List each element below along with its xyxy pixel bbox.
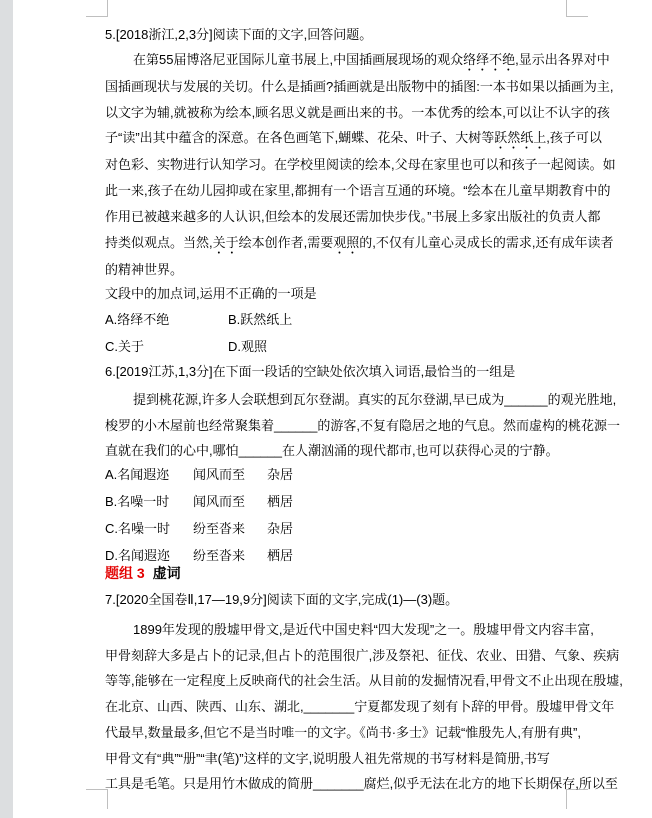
passage-text: 的,不仅有儿童心灵成长的需求,还有成年读者 <box>359 234 614 250</box>
passage-line: 梭罗的小木屋前也经常聚集着______的游客,不复有隐居之地的气息。然而虚构的桃花源一 <box>105 417 620 433</box>
option-label: B.名噪一时 <box>105 494 170 509</box>
passage-line: 以文字为辅,就被称为绘本,顾名思义就是画出来的书。一本优秀的绘本,可以让不认字的孩 <box>105 104 610 120</box>
option-label: D.名闻遐迩 <box>105 548 171 563</box>
topic-group-title: 虚词 <box>152 565 181 581</box>
question-5-options-row-2 <box>105 334 583 360</box>
option-word: 闻风而至 <box>193 494 246 509</box>
passage-line <box>105 47 610 74</box>
passage-line: 的精神世界。 <box>105 261 184 277</box>
option-word: 纷至沓来 <box>193 521 246 536</box>
option-word: 栖居 <box>267 548 294 563</box>
passage-line: 在北京、山西、陕西、山东、湖北,_______宁夏都发现了刻有卜辞的甲骨。殷墟甲骨文年 <box>105 699 615 715</box>
option-word: 栖居 <box>267 494 294 509</box>
passage-line: 对色彩、实物进行认知学习。在学校里阅读的绘本,父母在家里也可以和孩子一起阅读。如 <box>105 157 616 173</box>
passage-text: ,孩子可以 <box>546 130 602 146</box>
emphasized-word: 络绎不绝 <box>463 52 516 67</box>
option-label: C.名噪一时 <box>105 521 171 536</box>
passage-line: 作用已被越来越多的人认识,但绘本的发展还需加快步伐。”书展上多家出版社的负责人都 <box>105 208 601 224</box>
option-word: 纷至沓来 <box>193 548 246 563</box>
passage-text: 子“读”出其中蕴含的深意。在各色画笔下,蝴蝶、花朵、叶子、大树等 <box>105 130 495 146</box>
passage-text: 持类似观点。当然, <box>105 234 213 250</box>
question-6-option-b <box>105 489 583 515</box>
text-boundary-mark-top-right <box>566 0 588 17</box>
page-left-gutter <box>0 0 13 818</box>
passage-line: 国插画现状与发展的关切。什么是插画?插画就是出版物中的插图:一本书如果以插画为主, <box>105 79 614 94</box>
passage-line: 工具是毛笔。只是用竹木做成的简册_______腐烂,似乎无法在北方的地下长期保存,所以至 <box>105 776 618 792</box>
question-7-passage <box>105 617 623 797</box>
passage-text: 在第55届博洛尼亚国际儿童书展上,中国插画展现场的观众 <box>133 52 464 67</box>
passage-line: 直就在我们的心中,哪怕______在人潮汹涌的现代都市,也可以获得心灵的宁静。 <box>105 443 559 459</box>
option-d: D.观照 <box>228 339 268 354</box>
question-5-options-row-1 <box>105 307 583 333</box>
question-5-stem: 文段中的加点词,运用不正确的一项是 <box>105 286 317 301</box>
question-5-passage <box>105 47 616 282</box>
question-6-option-c <box>105 516 583 542</box>
passage-line: 甲骨刻辞大多是占卜的记录,但占卜的范围很广,涉及祭祀、征伐、农业、田猎、气象、疾病 <box>105 647 620 663</box>
passage-line: 此一来,孩子在幼儿园抑或在家里,都拥有一个语言互通的环境。“绘本在儿童早期教育中的 <box>105 183 611 199</box>
option-label: A.名闻遐迩 <box>105 467 170 482</box>
passage-line: 甲骨文有“典”“册”“聿(笔)”这样的文字,说明殷人祖先常规的书写材料是简册,书写 <box>105 750 550 766</box>
option-word: 杂居 <box>267 467 294 482</box>
passage-line: 1899年发现的殷墟甲骨文,是近代中国史料“四大发现”之一。殷墟甲骨文内容丰富, <box>133 622 594 637</box>
emphasized-word: 关于 <box>212 234 239 250</box>
passage-text: 绘本创作者,需要 <box>238 234 334 250</box>
emphasized-word: 观照 <box>333 234 360 250</box>
question-6-option-a <box>105 462 583 488</box>
option-c: C.关于 <box>105 339 145 354</box>
passage-text: ,显示出各界对中 <box>515 52 610 67</box>
option-b: B.跃然纸上 <box>228 312 293 327</box>
question-6-passage <box>105 387 620 464</box>
passage-line <box>105 125 602 152</box>
topic-group-number: 题组 3 <box>105 565 145 581</box>
question-5-header: 5.[2018浙江,2,3分]阅读下面的文字,回答问题。 <box>105 27 373 42</box>
text-boundary-mark-top-left <box>86 0 108 17</box>
topic-group-heading <box>105 561 583 587</box>
emphasized-word: 跃然纸上 <box>494 130 547 146</box>
passage-line: 等等,能够在一定程度上反映商代的社会生活。从目前的发掘情况看,甲骨文不止出现在殷墟, <box>105 673 623 689</box>
question-6-header: 6.[2019江苏,1,3分]在下面一段话的空缺处依次填入词语,最恰当的一组是 <box>105 364 516 379</box>
question-7-header: 7.[2020全国卷Ⅱ,17—19,9分]阅读下面的文字,完成(1)—(3)题。 <box>105 592 459 607</box>
passage-line: 代最早,数量最多,但它不是当时唯一的文字。《尚书·多士》记载“惟殷先人,有册有典”, <box>105 724 581 740</box>
passage-line <box>105 230 614 257</box>
option-a: A.络绎不绝 <box>105 312 170 327</box>
option-word: 杂居 <box>267 521 294 536</box>
passage-line: 提到桃花源,许多人会联想到瓦尔登湖。真实的瓦尔登湖,早已成为______的观光胜地, <box>133 392 617 407</box>
option-word: 闻风而至 <box>193 467 246 482</box>
